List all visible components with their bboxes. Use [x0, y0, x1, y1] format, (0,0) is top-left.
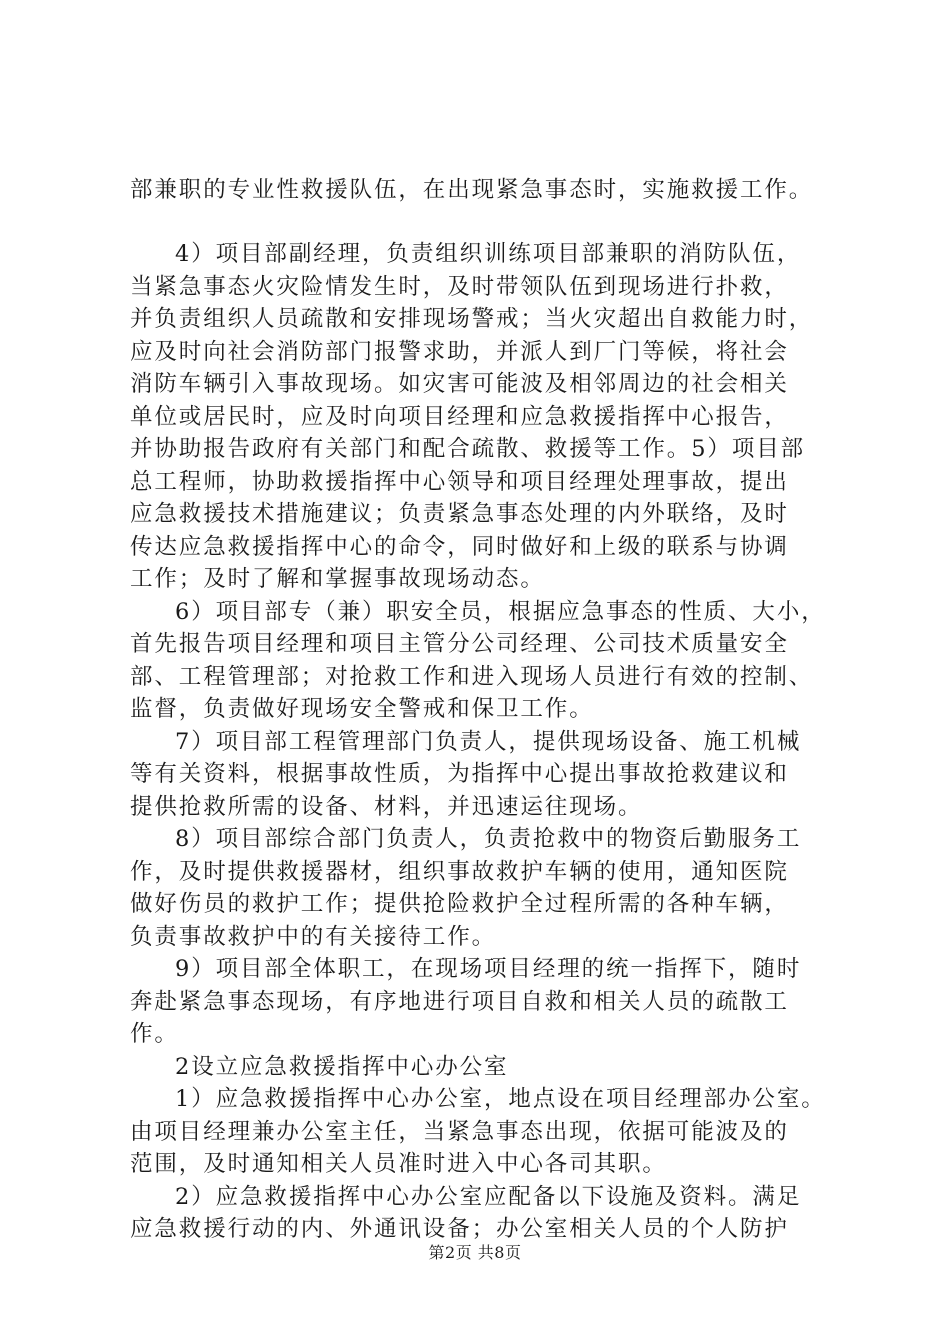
- body-paragraphs: [130, 238, 845, 1246]
- paragraph-line: 8）项目部综合部门负责人，负责抢救中的物资后勤服务工: [175, 826, 802, 852]
- paragraph-line: 部兼职的专业性救援队伍，在出现紧急事态时，实施救援工作。: [130, 177, 814, 203]
- paragraph-line: 9）项目部全体职工，在现场项目经理的统一指挥下，随时: [175, 956, 802, 982]
- paragraph-line: 6）项目部专（兼）职安全员，根据应急事态的性质、大小，: [175, 598, 826, 625]
- paragraph-line: 传达应急救援指挥中心的命令，同时做好和上级的联系与协调: [130, 533, 789, 560]
- top-line-block: [130, 174, 845, 207]
- paragraph-line: 单位或居民时，应及时向项目经理和应急救援指挥中心报告，: [130, 403, 789, 430]
- paragraph-line: 2）应急救援指挥中心办公室应配备以下设施及资料。满足: [175, 1183, 802, 1210]
- paragraph-line: 等有关资料，根据事故性质，为指挥中心提出事故抢救建议和: [130, 761, 789, 787]
- paragraph-line: 做好伤员的救护工作；提供抢险救护全过程所需的各种车辆，: [130, 891, 789, 917]
- paragraph-line: 并负责组织人员疏散和安排现场警戒；当火灾超出自救能力时，: [130, 306, 814, 332]
- paragraph-line: 2设立应急救援指挥中心办公室: [175, 1053, 509, 1080]
- page-footer: 第2页 共8页: [428, 1243, 522, 1262]
- paragraph-line: 作，及时提供救援器材，组织事故救护车辆的使用，通知医院: [130, 858, 789, 885]
- paragraph-line: 奔赴紧急事态现场，有序地进行项目自救和相关人员的疏散工: [130, 988, 789, 1015]
- paragraph-line: 负责事故救护中的有关接待工作。: [130, 923, 497, 950]
- paragraph-line: 提供抢救所需的设备、材料，并迅速运往现场。: [130, 793, 643, 820]
- paragraph-line: 总工程师，协助救援指挥中心领导和项目经理处理事故，提出: [130, 468, 789, 495]
- paragraph-line: 应及时向社会消防部门报警求助，并派人到厂门等候，将社会: [130, 338, 789, 365]
- paragraph-line: 4）项目部副经理，负责组织训练项目部兼职的消防队伍，: [175, 241, 802, 267]
- paragraph-line: 消防车辆引入事故现场。如灾害可能波及相邻周边的社会相关: [130, 371, 789, 397]
- paragraph-line: 作。: [130, 1021, 179, 1047]
- paragraph-line: 工作；及时了解和掌握事故现场动态。: [130, 566, 545, 592]
- paragraph-line: 首先报告项目经理和项目主管分公司经理、公司技术质量安全: [130, 631, 789, 657]
- paragraph-line: 1）应急救援指挥中心办公室，地点设在项目经理部办公室。: [175, 1086, 826, 1112]
- paragraph-line: 并协助报告政府有关部门和配合疏散、救援等工作。5）项目部: [130, 436, 806, 462]
- paragraph-line: 应急救援技术措施建议；负责紧急事态处理的内外联络，及时: [130, 501, 789, 527]
- paragraph-line: 范围，及时通知相关人员准时进入中心各司其职。: [130, 1151, 667, 1177]
- paragraph-line: 当紧急事态火灾险情发生时，及时带领队伍到现场进行扑救，: [130, 273, 789, 300]
- paragraph-line: 7）项目部工程管理部门负责人，提供现场设备、施工机械: [175, 728, 802, 755]
- paragraph-line: 应急救援行动的内、外通讯设备；办公室相关人员的个人防护: [130, 1216, 789, 1242]
- paragraph-line: 部、工程管理部；对抢救工作和进入现场人员进行有效的控制、: [130, 663, 814, 690]
- paragraph-line: 由项目经理兼办公室主任，当紧急事态出现，依据可能波及的: [130, 1118, 789, 1145]
- paragraph-line: 监督，负责做好现场安全警戒和保卫工作。: [130, 696, 594, 722]
